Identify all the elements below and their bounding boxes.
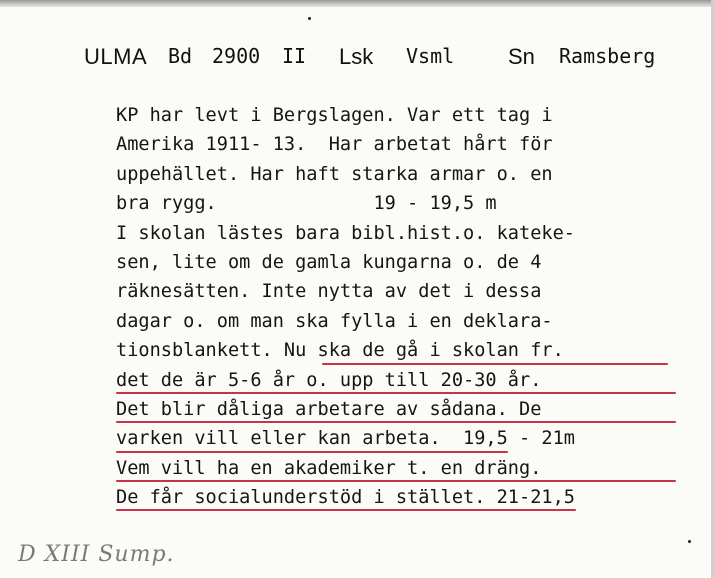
card-body [116, 101, 696, 512]
text-line-underlined: det de är 5-6 år o. upp till 20-30 år. [116, 366, 696, 395]
record-number: 2900 [212, 44, 261, 68]
text-line: sen, lite om de gamla kungarna o. de 4 [116, 251, 542, 273]
text-line-underlined: Vem vill ha en akademiker t. en dräng. [116, 454, 696, 483]
province-value: Vsml [406, 44, 455, 68]
text-line: I skolan lästes bara bibl.hist.o. kateke- [116, 222, 575, 244]
handwritten-classmark: D XIII Sump. [18, 542, 175, 567]
text-line: uppehället. Har haft starka armar o. en [116, 163, 553, 185]
ink-speck [308, 17, 311, 20]
parish-value: Ramsberg [559, 44, 656, 68]
text-line: bra rygg. 19 - 19,5 m [116, 193, 497, 215]
text-line: Amerika 1911- 13. Har arbetat hårt för [116, 134, 553, 156]
parish-label: Sn [508, 44, 535, 69]
text-line: KP har levt i Bergslagen. Var ett tag i [116, 105, 553, 126]
card-top-edge [0, 0, 714, 7]
text-line: dagar o. om man ska fylla i en deklara- [116, 310, 553, 332]
volume-label: Bd [168, 44, 193, 68]
archive-label: ULMA [84, 44, 148, 69]
text-line-underlined: De får socialunderstöd i stället. 21-21,5 [116, 483, 696, 512]
province-label: Lsk [339, 44, 374, 69]
text-line-underlined: varken vill eller kan arbeta. 19,5 - 21m [116, 424, 696, 453]
text-line-underlined: Det blir dåliga arbetare av sådana. De [116, 395, 696, 424]
record-part: II [282, 44, 307, 68]
ink-speck [688, 540, 691, 543]
card-header [84, 44, 690, 78]
text-line-underlined: tionsblankett. Nu ska de gå i skolan fr. [116, 336, 696, 365]
text-line: räknesätten. Inte nytta av det i dessa [116, 281, 542, 303]
